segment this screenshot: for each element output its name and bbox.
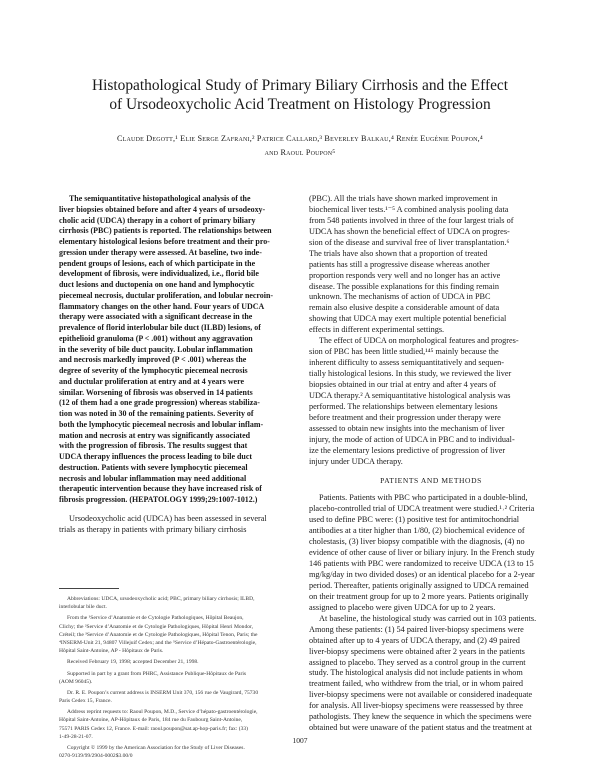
- body-line: study. The histological analysis did not include patients in whom: [309, 668, 523, 678]
- body-line: assigned to placebo were given UDCA for up to 2 years.: [309, 602, 496, 612]
- body-line: liver-biopsy specimens were obtained after 2 years in the patients: [309, 646, 525, 656]
- abstract-line: piecemeal necrosis, ductular proliferation, and lobular necroin-: [59, 290, 274, 300]
- body-line: Patients. Patients with PBC who participated in a double-blind,: [319, 493, 528, 503]
- page-number: 1007: [292, 736, 308, 745]
- abstract-line: flammatory changes on the other hand. Four years of UDCA: [59, 301, 265, 311]
- abstract-line: both the lymphocytic piecemeal necrosis and lobular inflam-: [59, 419, 264, 429]
- abstract-line: in the severity of bile duct paucity. Lobular inflammation: [59, 344, 253, 354]
- author-list: [60, 132, 540, 160]
- body-line: mg/kg/day in two divided doses) or an identical placebo for a 2-year: [309, 570, 535, 579]
- abstract-line: cholic acid (UDCA) therapy in a cohort of primary biliary: [59, 215, 256, 225]
- footnote-line: Copyright © 1999 by the American Association for the Study of Liver Diseases.: [67, 745, 245, 751]
- footnote-line: Received February 19, 1998; accepted December 21, 1998.: [67, 659, 199, 666]
- patients-paragraph: [309, 493, 553, 613]
- body-line: unknown. The mechanisms of action of UDCA in PBC: [309, 292, 491, 302]
- body-line: proportion responds very well and no longer has an active: [309, 270, 501, 280]
- body-line: injury under UDCA therapy.: [309, 456, 403, 466]
- body-line: The trials have also shown that a proportion of treated: [309, 248, 488, 258]
- body-line: liver-biopsy specimens were not available or considered inadequate: [309, 690, 533, 700]
- body-line: on their treatment group for up to 2 more years. Patients originally: [309, 591, 529, 601]
- body-line: performed. The relationships between elementary lesions: [309, 401, 498, 411]
- abstract-line: tion was noted in 30 of the remaining patients. Severity of: [59, 409, 254, 418]
- footnote-line: 1-49-28-21-07.: [59, 733, 93, 740]
- body-line: trials as therapy in patients with primary biliary cirrhosis: [59, 524, 247, 534]
- body-line: evidence of other cause of liver or biliary injury. In the French study: [309, 548, 535, 558]
- body-line: ize the elementary lesions predictive of progression of liver: [309, 445, 506, 455]
- abstract-line: fibrosis progression. (HEPATOLOGY 1999;29:1007-1012.): [59, 495, 258, 504]
- body-line: UDCA has shown the beneficial effect of UDCA on progres-: [309, 226, 510, 236]
- abstract-line: destruction. Patients with severe lymphocytic piecemeal: [59, 462, 248, 472]
- body-line: effects in different experimental settings.: [309, 325, 445, 335]
- abstract-line: and necrosis markedly improved (P < .001) whereas the: [59, 355, 247, 365]
- footnote-line: Clichy; the ²Service d’Anatomie et de Cytologie Pathologiques, Hôpital Henri Mondor,: [59, 623, 254, 630]
- abstract-line: The semiquantitative histopathological analysis of the: [69, 194, 251, 203]
- abstract-line: development of fibrosis, were individualized, i.e., florid bile: [59, 269, 259, 279]
- abstract-line: mation and necrosis at entry was significantly associated: [59, 430, 251, 440]
- abstract-line: epithelioid granuloma (P < .001) without any aggravation: [59, 333, 253, 343]
- title-line: Histopathological Study of Primary Biliary Cirrhosis and the Effect: [91, 77, 509, 94]
- section-heading: PATIENTS AND METHODS: [380, 476, 482, 486]
- abstract-line: therapy were associated with a significant decrease in the: [59, 312, 253, 322]
- abstract-line: liver biopsies obtained before and after 4 years of ursodeoxy-: [59, 204, 266, 214]
- author-line: Claude Degott,¹ Elie Serge Zafrani,² Patrice Callard,³ Beverley Balkau,⁴ Renée Eugénie Poupon,⁴: [116, 134, 483, 143]
- body-line: (PBC). All the trials have shown marked improvement in: [309, 194, 498, 203]
- intro-second-paragraph: [309, 336, 553, 467]
- body-line: placebo-controlled trial of UDCA treatment were studied.¹˒² Criteria: [309, 504, 535, 514]
- abstract-line: gression under therapy were assessed. At baseline, two inde-: [59, 247, 262, 257]
- abstract-line: with the progression of fibrosis. The results suggest that: [59, 441, 248, 451]
- body-line: UDCA therapy.² A semiquantitative histological analysis was: [309, 390, 511, 400]
- body-line: inherent difficulty to assess semiquantitatively and sequen-: [309, 358, 505, 368]
- body-line: assigned to placebo. They served as a control group in the current: [309, 657, 526, 667]
- body-line: patients has still a progressive disease whereas another: [309, 259, 490, 269]
- abstract-line: elementary histological lesions before treatment and their pro-: [59, 237, 270, 246]
- body-line: The effect of UDCA on morphological features and progres-: [319, 336, 519, 346]
- body-line: Among these patients: (1) 54 paired liver-biopsy specimens were: [309, 624, 524, 634]
- abstract: [59, 194, 303, 506]
- body-line: biopsies obtained in our trial at entry and after 4 years of: [309, 379, 497, 389]
- footnote-line: Paris Cedex 15, France.: [59, 698, 112, 705]
- body-line: disease. The possible explanations for this finding remain: [309, 281, 500, 291]
- body-line: obtained after up to 4 years of UDCA therapy, and (2) 49 paired: [309, 635, 520, 645]
- footnote-line: ⁴INSERM-Unit 21, 94807 Villejuif Cedex; and the ⁵Service d’Hépato-Gastroentérologie,: [59, 639, 257, 646]
- body-line: sion of PBC has been little studied,¹⁴⁵ mainly because the: [309, 347, 499, 357]
- body-line: 146 patients with PBC were randomized to receive UDCA (13 to 15: [309, 559, 534, 569]
- introduction-paragraph: [59, 514, 303, 536]
- footnote-line: Supported in part by a grant from PHRC, Assistance Publique-Hôpitaux de Paris: [67, 670, 247, 677]
- footnote-rule: [59, 588, 119, 589]
- body-line: cholestasis, (3) liver biopsy compatible with the diagnosis, (4) no: [309, 537, 525, 547]
- left-column: [59, 194, 303, 536]
- histology-paragraph: [309, 614, 553, 734]
- footnote-line: 0270-9139/99/2904-0002$3.00/0: [59, 753, 133, 760]
- body-line: used to define PBC were: (1) positive test for antimitochondrial: [309, 515, 520, 525]
- author-line: and Raoul Poupon⁵: [264, 148, 336, 157]
- body-line: injury, the mode of action of UDCA in PBC and to individual-: [309, 434, 515, 444]
- footnote-line: Address reprint requests to: Raoul Poupon, M.D., Service d’hépato-gastroentérologie,: [67, 709, 258, 716]
- title-line: of Ursodeoxycholic Acid Treatment on Histology Progression: [109, 96, 491, 113]
- abstract-line: similar. Worsening of fibrosis was observed in 14 patients: [59, 387, 253, 397]
- abstract-line: duct lesions and ductopenia on one hand and lymphocytic: [59, 280, 255, 289]
- footnote-line: (AOM 96045).: [59, 678, 93, 685]
- body-line: period. Thereafter, patients originally assigned to UDCA remained: [309, 580, 529, 590]
- abstract-line: and ductular proliferation at entry and at 4 years were: [59, 376, 244, 386]
- footnote-line: Abbreviations: UDCA, ursodeoxycholic acid; PBC, primary biliary cirrhosis; ILBD,: [67, 596, 255, 602]
- footnote-line: Hôpital Saint-Antoine, AP - Hôpitaux de Paris.: [59, 648, 164, 655]
- footnote-line: Créteil; the ³Service d’Anatomie et de Cytologie Pathologiques, Hôpital Tenon, Paris; the: [59, 631, 258, 638]
- abstract-line: pendent groups of lesions, each of which participate in the: [59, 258, 256, 268]
- footnote-line: interlobular bile duct.: [59, 604, 107, 611]
- body-line: sion of the disease and survival free of liver transplantation.⁶: [309, 237, 510, 247]
- body-line: treatment failed, who withdrew from the trial, or in whom paired: [309, 679, 523, 689]
- footnote-line: From the ¹Service d’Anatomie et de Cytologie Pathologiques, Hôpital Beaujon,: [67, 615, 244, 622]
- body-line: Ursodeoxycholic acid (UDCA) has been assessed in several: [69, 513, 267, 523]
- abstract-line: degree of severity of the lymphocytic piecemeal necrosis: [59, 366, 248, 375]
- body-line: assessed to obtain new insights into the mechanism of liver: [309, 423, 505, 433]
- abstract-line: (12 of them had a one grade progression) whereas stabiliza-: [59, 398, 260, 408]
- abstract-line: therapeutic intervention because they have increased risk of: [59, 484, 262, 494]
- article-title: [40, 76, 560, 114]
- right-column: [309, 194, 553, 734]
- footnote-line: Dr. R. E. Poupon’s current address is INSERM Unit 370, 156 rue de Vaugirard, 75730: [67, 689, 259, 696]
- body-line: biochemical liver tests.¹⁻⁵ A combined analysis pooling data: [309, 204, 509, 214]
- body-line: for analysis. All liver-biopsy specimens were reassessed by three: [309, 701, 524, 711]
- intro-continued-paragraph: [309, 194, 553, 336]
- body-line: pathologists. They knew the sequence in which the specimens were: [309, 712, 532, 722]
- abstract-line: prevalence of florid interlobular bile duct (ILBD) lesions, of: [59, 323, 261, 332]
- abstract-line: UDCA therapy influences the process leading to bile duct: [59, 452, 252, 461]
- body-line: At baseline, the histological study was carried out in 103 patients.: [319, 613, 537, 623]
- footnote-line: 75571 PARIS Cedex 12, France. E-mail: raoul.poupon@sat.ap-hop-paris.fr; fax: (33): [59, 725, 248, 732]
- body-line: tially histological lesions. In this study, we reviewed the liver: [309, 369, 512, 378]
- body-line: from 548 patients involved in three of the four largest trials of: [309, 215, 514, 225]
- abstract-line: cirrhosis (PBC) patients is reported. The relationships between: [59, 226, 272, 236]
- footnote-line: Hôpital Saint-Antoine, AP-Hôpitaux de Paris, 184 rue du Faubourg Saint-Antoine,: [59, 717, 243, 724]
- abstract-line: necrosis and lobular inflammation may need additional: [59, 473, 247, 483]
- body-line: antibodies at a titer higher than 1/80, (2) biochemical evidence of: [309, 526, 525, 536]
- body-line: before treatment and their progression under therapy were: [309, 412, 501, 422]
- body-line: showing that UDCA may exert multiple potential beneficial: [309, 314, 507, 324]
- body-line: remain also elusive despite a considerable amount of data: [309, 303, 500, 313]
- body-line: obtained but were unaware of the patient status and the treatment at: [309, 723, 532, 733]
